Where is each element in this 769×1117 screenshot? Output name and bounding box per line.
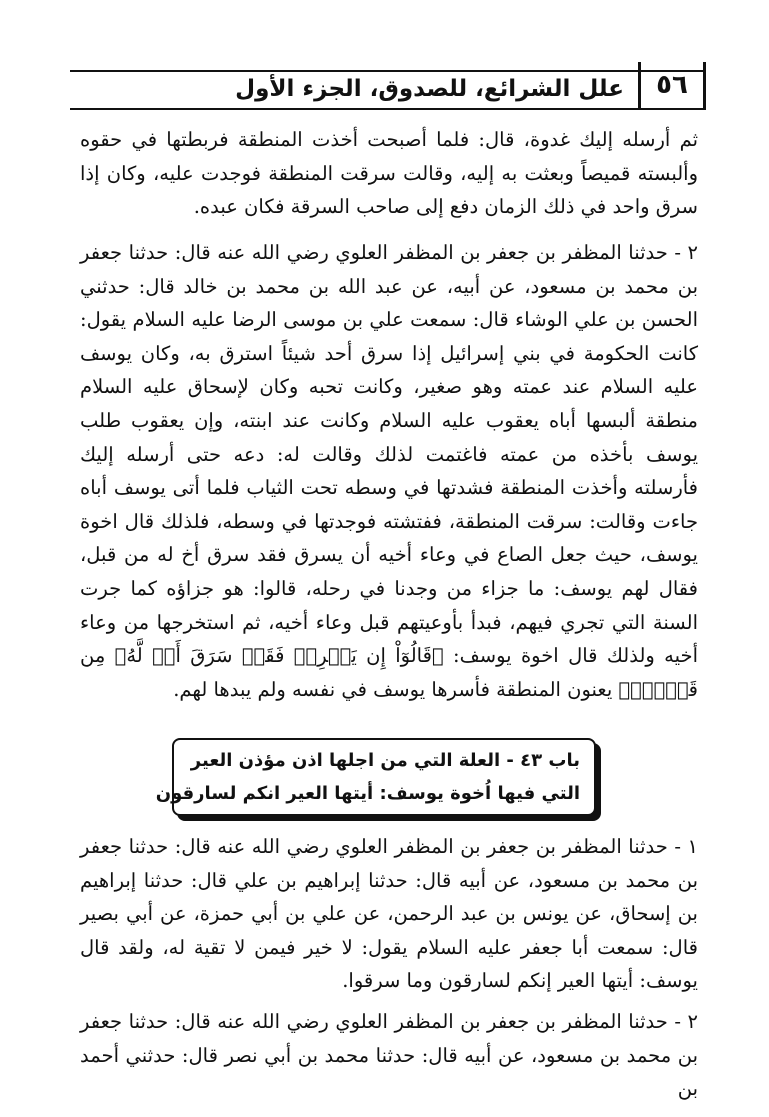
chapter-heading-line-2: التي فيها اُخوة يوسف: أيتها العير انكم لسارقون bbox=[155, 783, 580, 804]
paragraph-hadith-2-chapter-43: ٢ - حدثنا المظفر بن جعفر بن المظفر العلوي رضي الله عنه قال: حدثنا جعفر بن محمد بن مسعود، عن أبيه قال: حدثنا محمد بن أبي نصر قال: حدثني أحمد بن bbox=[80, 1010, 698, 1101]
paragraph-continued: ثم أرسله إليك غدوة، قال: فلما أصبحت أخذت المنطقة فربطتها في حقوه وألبسته قميصاً وبعثت به إليه، وقالت سرقت المنطقة فوجدت عليه، وكان إذا سرق واحد في ذلك الزمان دفع إلى صاحب السرقة فكان عبده. bbox=[80, 128, 698, 219]
chapter-heading-box bbox=[155, 738, 596, 816]
paragraph-hadith-2: ٢ - حدثنا المظفر بن جعفر بن المظفر العلوي رضي الله عنه قال: حدثنا جعفر بن محمد بن مسعود، عن أبيه، عن عبد الله بن محمد بن خالد قال: حدثني الحسن بن علي الوشاء قال: سمعت علي بن موسى الرضا عليه السلام يقول: كانت الحكومة في بني إسرائيل إذا سرق أحد شيئاً استرق به، وكان يوسف عليه السلام عند عمته وهو صغير، وكانت تحبه وكان لإسحاق عليه السلام منطقة ألبسها أباه يعقوب عليه السلام وكانت عند ابنته، وإن يعقوب طلب يوسف بأخذه من عمته فاغتمت لذلك وقالت له: دعه حتى أرسله إليك فأرسلته وأخذت المنطقة فشدتها في وسطه تحت الثياب فلما أتى يوسف أباه جاءت وقالت: سرقت المنطقة، ففتشته فوجدتها في وسطه، فلذلك قال اخوة يوسف، حيث جعل الصاع في وعاء أخيه أن يسرق فقد سرق أخ له من قبل، فقال لهم يوسف: ما جزاء من وجدنا في رحله، قالوا: هو جزاؤه كما جرت السنة التي تجري فيهم، فبدأ بأوعيتهم قبل وعاء أخيه، ثم استخرجها من وعاء أخيه ولذلك قال اخوة يوسف: ﴿قَالُوٓاْ إِن يَسۡرِقۡ فَقَدۡ سَرَقَ أَخٞ لَّهُۥ مِن قَبۡلُۚ﴾ يعنون المنطقة فأسرها يوسف في نفسه ولم يبدها لهم. bbox=[80, 241, 698, 701]
header-bottom-rule bbox=[70, 108, 706, 110]
page-number: ٥٦ bbox=[638, 62, 706, 108]
chapter-heading-line-1: باب ٤٣ - العلة التي من اجلها اذن مؤذن العير bbox=[190, 750, 580, 771]
running-title: علل الشرائع، للصدوق، الجزء الأول bbox=[235, 76, 624, 102]
running-header bbox=[70, 62, 706, 110]
paragraph-hadith-1: ١ - حدثنا المظفر بن جعفر بن المظفر العلوي رضي الله عنه قال: حدثنا جعفر بن محمد بن مسعود، عن أبيه قال: حدثنا إبراهيم بن علي قال: حدثنا إبراهيم بن إسحاق، عن يونس بن عبد الرحمن، عن علي بن أبي حمزة، عن أبي بصير قال: سمعت أبا جعفر عليه السلام يقول: لا خير فيمن لا تقية له، ولقد قال يوسف: أيتها العير إنكم لسارقون وما سرقوا. bbox=[80, 835, 698, 993]
